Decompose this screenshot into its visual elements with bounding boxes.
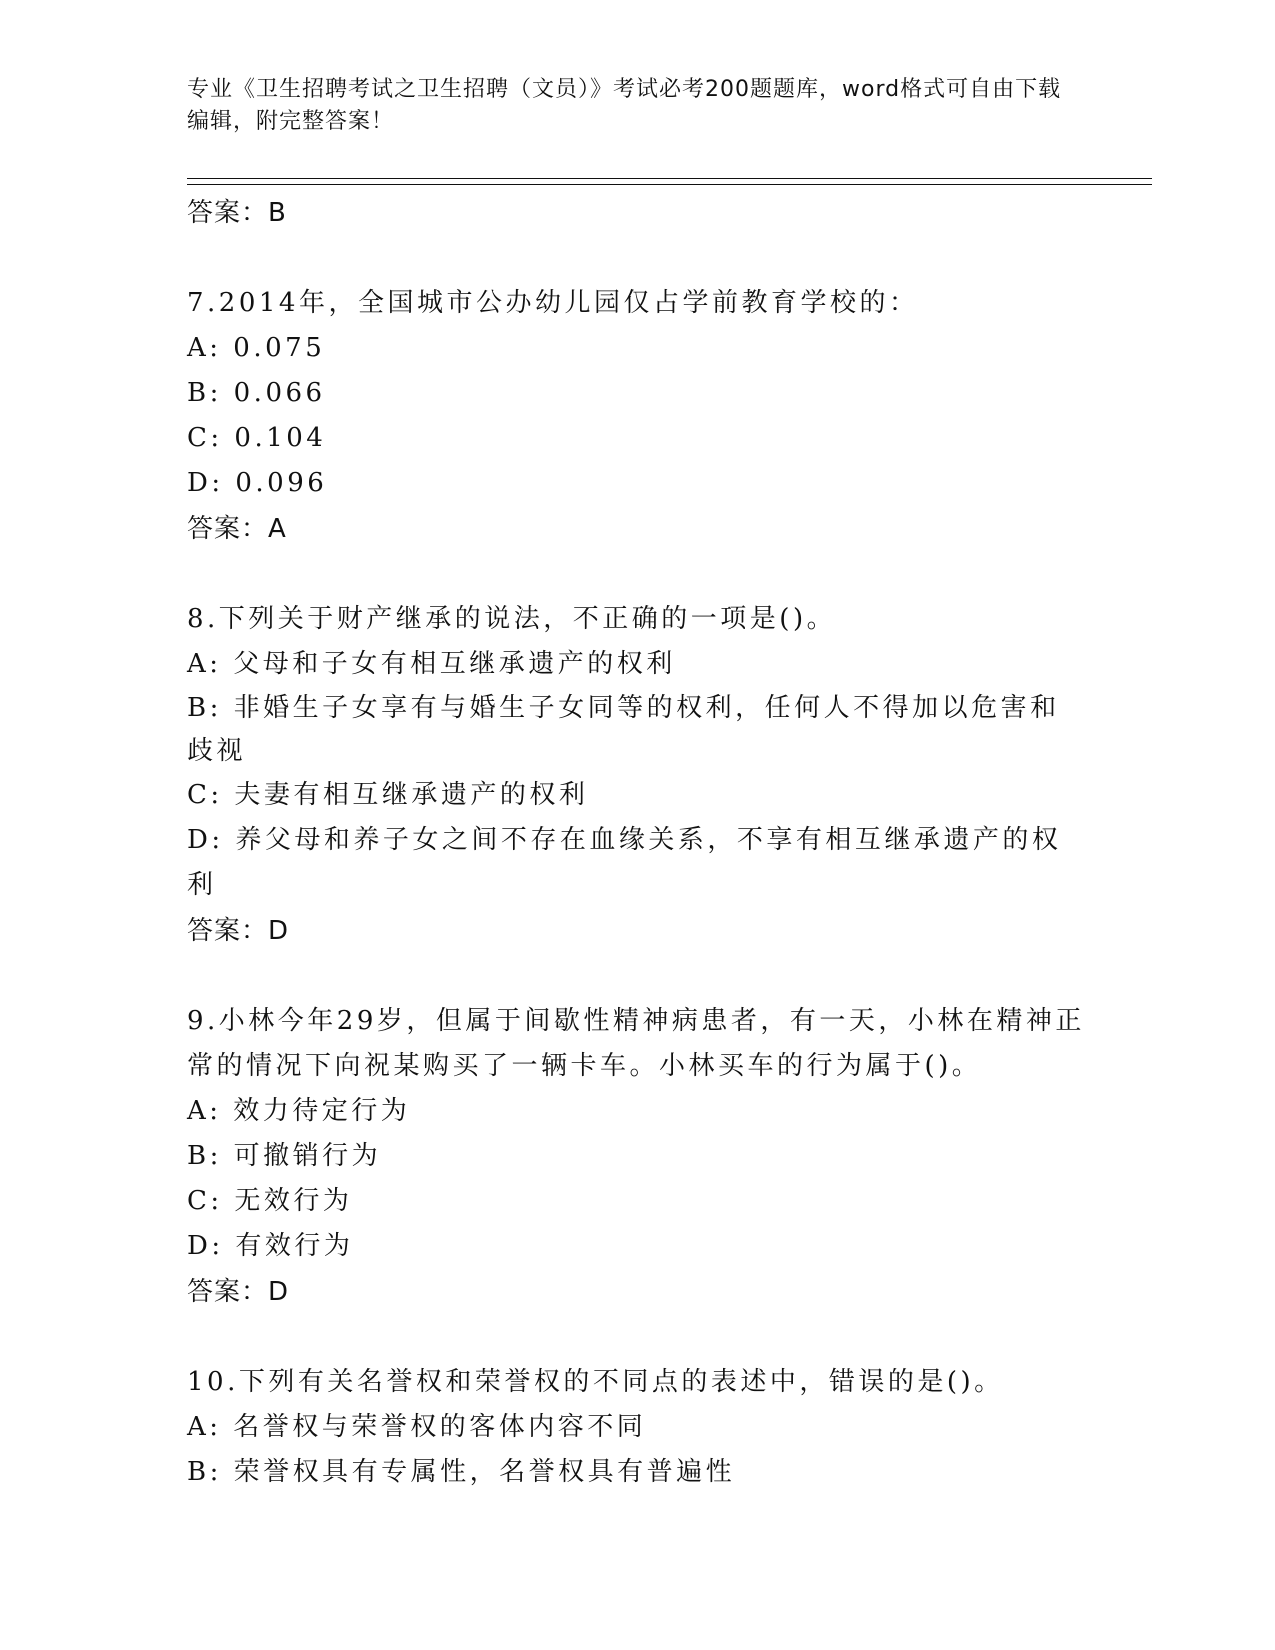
spacer [187, 954, 1087, 999]
option-c: C: 无效行为 [187, 1186, 353, 1216]
option-b: B: 荣誉权具有专属性，名誉权具有普遍性 [187, 1457, 736, 1487]
option-c: C: 夫妻有相互继承遗产的权利 [187, 780, 589, 810]
option-a: A: 0.075 [187, 333, 326, 363]
question-block [187, 1360, 1087, 1495]
option-b: B: 非婚生子女享有与婚生子女同等的权利，任何人不得加以危害和歧视 [187, 693, 1060, 766]
answer-line: 答案：B [187, 198, 287, 228]
answer-line: 答案：A [187, 514, 287, 544]
document-body [187, 190, 1087, 1495]
answer-line: 答案：D [187, 916, 290, 946]
document-header: 专业《卫生招聘考试之卫生招聘（文员）》考试必考200题题库，word格式可自由下载编辑，附完整答案！ [187, 77, 1062, 134]
question-title: 7.2014年，全国城市公办幼儿园仅占学前教育学校的： [187, 288, 919, 318]
spacer [187, 236, 1087, 281]
question-block [187, 999, 1087, 1315]
option-d: D: 有效行为 [187, 1231, 354, 1261]
question-block [187, 281, 1087, 552]
spacer [187, 552, 1087, 597]
question-block [187, 597, 1087, 954]
header-divider [187, 178, 1152, 185]
option-b: B: 可撤销行为 [187, 1141, 382, 1171]
option-a: A: 名誉权与荣誉权的客体内容不同 [187, 1412, 647, 1442]
spacer [187, 1315, 1087, 1360]
answer-line: 答案：D [187, 1277, 290, 1307]
option-a: A: 父母和子女有相互继承遗产的权利 [187, 649, 676, 679]
question-title: 9.小林今年29岁，但属于间歇性精神病患者，有一天，小林在精神正常的情况下向祝某购买了一辆卡车。小林买车的行为属于()。 [187, 1006, 1085, 1081]
question-title: 10.下列有关名誉权和荣誉权的不同点的表述中，错误的是()。 [187, 1367, 1004, 1397]
option-b: B: 0.066 [187, 378, 326, 408]
question-title: 8.下列关于财产继承的说法，不正确的一项是()。 [187, 604, 837, 634]
option-a: A: 效力待定行为 [187, 1096, 411, 1126]
option-d: D: 养父母和养子女之间不存在血缘关系，不享有相互继承遗产的权利 [187, 825, 1062, 900]
option-c: C: 0.104 [187, 423, 327, 453]
option-d: D: 0.096 [187, 468, 328, 498]
